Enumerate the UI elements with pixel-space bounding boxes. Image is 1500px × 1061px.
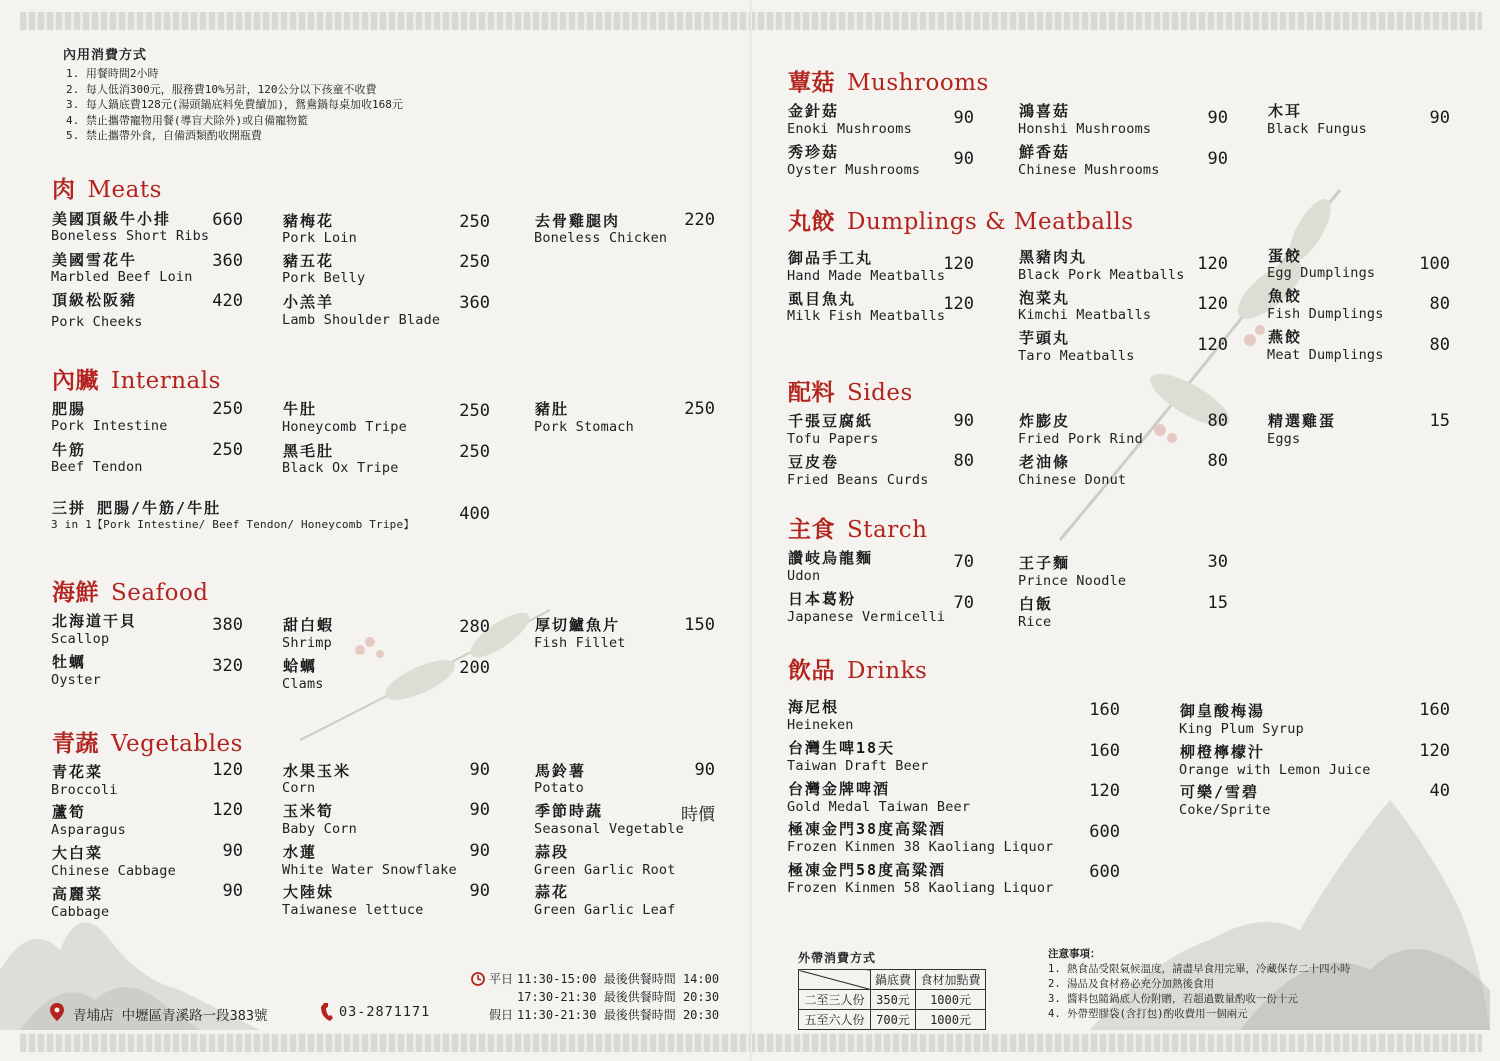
- menu-item-zh-name: 金針菇: [788, 102, 840, 120]
- table-header: 鍋底費: [871, 970, 916, 990]
- store-phone: 03-2871171: [339, 1004, 431, 1020]
- menu-item-en-name: Orange with Lemon Juice: [1179, 762, 1371, 778]
- menu-item-en-name: Broccoli: [51, 782, 118, 798]
- section-title-sides: 配料 Sides: [788, 379, 913, 406]
- menu-item-zh-name: 頂級松阪豬: [52, 291, 138, 309]
- menu-item-en-name: Frozen Kinmen 58 Kaoliang Liquor: [787, 880, 1054, 896]
- menu-item-en-name: Milk Fish Meatballs: [787, 308, 946, 324]
- location-pin-icon: [50, 1003, 64, 1021]
- menu-item-price: 120: [1419, 741, 1450, 761]
- rule-item: 5. 禁止攜帶外食，自備酒類酌收開瓶費: [66, 129, 262, 142]
- menu-item-price: 15: [1207, 593, 1228, 613]
- menu-item-en-name: Pork Belly: [282, 270, 366, 286]
- menu-item-zh-name: 北海道干貝: [52, 612, 138, 630]
- menu-item-en-name: Pork Loin: [282, 230, 357, 246]
- menu-item-en-name: Boneless Short Ribs: [51, 228, 210, 244]
- menu-item-zh-name: 蒜段: [535, 843, 570, 861]
- menu-item-en-name: Taiwanese lettuce: [282, 902, 424, 918]
- section-title-starch: 主食 Starch: [788, 516, 928, 543]
- menu-item-en-name: Udon: [787, 568, 821, 584]
- menu-item-en-name: Coke/Sprite: [1179, 802, 1271, 818]
- menu-item-price: 80: [953, 451, 974, 471]
- menu-item-zh-name: 豬肚: [535, 400, 570, 418]
- menu-item-en-name: Hand Made Meatballs: [787, 268, 946, 284]
- rule-item: 1. 用餐時間2小時: [66, 67, 159, 80]
- menu-item-en-name: Green Garlic Root: [534, 862, 676, 878]
- menu-item-price: 90: [1207, 108, 1228, 128]
- menu-item-price: 250: [684, 399, 715, 419]
- menu-item-zh-name: 極凍金門38度高粱酒: [788, 820, 947, 838]
- menu-item-price: 160: [1419, 700, 1450, 720]
- menu-item-zh-name: 老油條: [1019, 453, 1071, 471]
- menu-item-en-name: Tofu Papers: [787, 431, 879, 447]
- note-item: 2. 湯品及食材務必充分加熱後食用: [1048, 978, 1214, 990]
- menu-item-zh-name: 海尼根: [788, 698, 840, 716]
- menu-item-zh-name: 蛋餃: [1268, 247, 1303, 265]
- menu-item-en-name: Marbled Beef Loin: [51, 269, 193, 285]
- menu-item-en-name: Eggs: [1267, 431, 1301, 447]
- menu-item-en-name: Lamb Shoulder Blade: [282, 312, 441, 328]
- page-fold: [750, 0, 752, 1061]
- section-title-mushrooms: 蕈菇 Mushrooms: [788, 69, 989, 96]
- menu-item-price: 90: [469, 881, 490, 901]
- menu-item-zh-name: 三拼 肥腸/牛筋/牛肚: [52, 499, 222, 517]
- takeout-title: 外帶消費方式: [798, 951, 877, 965]
- menu-item-zh-name: 季節時蔬: [535, 802, 604, 820]
- menu-item-zh-name: 王子麵: [1019, 554, 1071, 572]
- menu-item-en-name: Meat Dumplings: [1267, 347, 1384, 363]
- menu-item-en-name: Chinese Donut: [1018, 472, 1127, 488]
- table-corner-cell: [799, 970, 871, 990]
- menu-item-price: 90: [1207, 149, 1228, 169]
- menu-item-en-name: Asparagus: [51, 822, 126, 838]
- menu-item-en-name: Pork Stomach: [534, 419, 634, 435]
- menu-item-en-name: Green Garlic Leaf: [534, 902, 676, 918]
- menu-item-price: 80: [1429, 294, 1450, 314]
- menu-item-zh-name: 青花菜: [52, 763, 104, 781]
- menu-item-price: 70: [953, 593, 974, 613]
- menu-item-price: 90: [469, 800, 490, 820]
- menu-item-en-name: Heineken: [787, 717, 854, 733]
- menu-item-en-name: Fried Pork Rind: [1018, 431, 1143, 447]
- menu-item-en-name: Taro Meatballs: [1018, 348, 1135, 364]
- menu-item-price: 160: [1089, 700, 1120, 720]
- menu-item-price: 380: [212, 615, 243, 635]
- notes-title: 注意事項：: [1048, 948, 1101, 960]
- note-item: 3. 醬料包隨鍋底人份附贈，若超過數量酌收一份十元: [1048, 993, 1298, 1005]
- menu-item-zh-name: 水蓮: [283, 843, 318, 861]
- menu-item-en-name: Shrimp: [282, 635, 332, 651]
- menu-item-price: 120: [943, 294, 974, 314]
- menu-item-en-name: 3 in 1【Pork Intestine/ Beef Tendon/ Honeycomb Tripe】: [51, 518, 415, 531]
- menu-item-price: 600: [1089, 822, 1120, 842]
- menu-item-price: 80: [1207, 411, 1228, 431]
- menu-item-en-name: Seasonal Vegetable: [534, 821, 684, 837]
- menu-item-price: 250: [459, 212, 490, 232]
- menu-item-zh-name: 御皇酸梅湯: [1180, 702, 1266, 720]
- hours-row: 平日 11:30-15:00 最後供餐時間 14:00: [489, 972, 720, 986]
- menu-item-price: 220: [684, 210, 715, 230]
- menu-item-zh-name: 御品手工丸: [788, 249, 874, 267]
- menu-item-zh-name: 炸膨皮: [1019, 412, 1071, 430]
- section-title-drinks: 飲品 Drinks: [788, 657, 928, 684]
- menu-item-price: 200: [459, 658, 490, 678]
- menu-item-price: 600: [1089, 862, 1120, 882]
- menu-item-price: 90: [694, 760, 715, 780]
- menu-item-zh-name: 馬鈴薯: [535, 762, 587, 780]
- menu-item-price: 360: [459, 293, 490, 313]
- menu-item-zh-name: 肥腸: [52, 400, 87, 418]
- takeout-price-table: [798, 969, 986, 1030]
- menu-item-en-name: Fried Beans Curds: [787, 472, 929, 488]
- rule-item: 4. 禁止攜帶寵物用餐(導盲犬除外)或自備寵物籃: [66, 113, 309, 127]
- menu-item-zh-name: 美國雪花牛: [52, 251, 138, 269]
- menu-item-price: 90: [222, 841, 243, 861]
- menu-item-en-name: Honshi Mushrooms: [1018, 121, 1152, 137]
- menu-item-zh-name: 魚餃: [1268, 287, 1303, 305]
- menu-item-price: 90: [469, 760, 490, 780]
- menu-item-en-name: Chinese Mushrooms: [1018, 162, 1160, 178]
- menu-item-price: 120: [212, 760, 243, 780]
- menu-item-price: 120: [1197, 254, 1228, 274]
- menu-item-zh-name: 蛤蠣: [283, 657, 318, 675]
- menu-item-en-name: Honeycomb Tripe: [282, 419, 407, 435]
- menu-item-zh-name: 水果玉米: [283, 762, 352, 780]
- menu-item-zh-name: 台灣金牌啤酒: [788, 780, 891, 798]
- menu-item-price: 90: [953, 411, 974, 431]
- menu-item-en-name: Gold Medal Taiwan Beer: [787, 799, 971, 815]
- menu-item-zh-name: 大陸妹: [283, 883, 335, 901]
- rule-item: 2. 每人低消300元，服務費10%另計，120公分以下孩童不收費: [66, 82, 377, 96]
- menu-item-price: 250: [459, 401, 490, 421]
- menu-item-en-name: Kimchi Meatballs: [1018, 307, 1152, 323]
- menu-item-zh-name: 柳橙檸檬汁: [1180, 743, 1266, 761]
- menu-item-price: 120: [1197, 294, 1228, 314]
- clock-icon: [471, 972, 485, 986]
- menu-item-zh-name: 大白菜: [52, 844, 104, 862]
- menu-item-zh-name: 牛筋: [52, 441, 87, 459]
- menu-item-price: 120: [943, 254, 974, 274]
- menu-item-zh-name: 讚岐烏龍麵: [788, 549, 874, 567]
- menu-item-zh-name: 白飯: [1019, 595, 1054, 613]
- menu-item-zh-name: 蘆筍: [52, 803, 87, 821]
- menu-item-en-name: Cabbage: [51, 904, 110, 920]
- menu-item-en-name: Black Pork Meatballs: [1018, 267, 1185, 283]
- menu-item-zh-name: 牡蠣: [52, 653, 87, 671]
- store-address: 青埔店 中壢區青溪路一段383號: [73, 1008, 268, 1024]
- menu-item-zh-name: 芋頭丸: [1019, 329, 1071, 347]
- section-title-seafood: 海鮮 Seafood: [52, 579, 209, 606]
- menu-item-zh-name: 牛肚: [283, 400, 318, 418]
- menu-item-en-name: Chinese Cabbage: [51, 863, 176, 879]
- menu-item-price: 40: [1429, 781, 1450, 801]
- menu-item-zh-name: 甜白蝦: [283, 616, 335, 634]
- menu-item-price: 70: [953, 552, 974, 572]
- section-title-vegetables: 青蔬 Vegetables: [52, 730, 243, 757]
- opening-hours: [489, 970, 719, 1024]
- menu-item-price: 90: [953, 108, 974, 128]
- menu-item-zh-name: 秀珍菇: [788, 143, 840, 161]
- menu-item-en-name: Taiwan Draft Beer: [787, 758, 929, 774]
- menu-item-zh-name: 鮮香菇: [1019, 143, 1071, 161]
- menu-item-en-name: Clams: [282, 676, 324, 692]
- menu-item-price: 80: [1207, 451, 1228, 471]
- menu-item-price: 90: [1429, 108, 1450, 128]
- menu-item-price: 280: [459, 617, 490, 637]
- menu-item-en-name: Fish Fillet: [534, 635, 626, 651]
- menu-item-en-name: Oyster: [51, 672, 101, 688]
- menu-item-zh-name: 蒜花: [535, 883, 570, 901]
- rules-list: [66, 66, 403, 144]
- menu-item-en-name: Oyster Mushrooms: [787, 162, 921, 178]
- menu-item-price: 120: [1089, 781, 1120, 801]
- section-title-dumplings: 丸餃 Dumplings & Meatballs: [788, 208, 1134, 235]
- menu-item-en-name: Fish Dumplings: [1267, 306, 1384, 322]
- menu-item-zh-name: 去骨雞腿肉: [535, 212, 621, 230]
- menu-item-en-name: Prince Noodle: [1018, 573, 1127, 589]
- menu-item-zh-name: 黑毛肚: [283, 442, 335, 460]
- menu-item-price: 660: [212, 210, 243, 230]
- menu-item-en-name: Frozen Kinmen 38 Kaoliang Liquor: [787, 839, 1054, 855]
- menu-item-en-name: Boneless Chicken: [534, 230, 668, 246]
- menu-item-price: 120: [212, 800, 243, 820]
- menu-item-price: 250: [212, 440, 243, 460]
- menu-item-price: 250: [459, 442, 490, 462]
- menu-item-en-name: Potato: [534, 780, 584, 796]
- table-row: 五至六人份 700元 1000元: [799, 1010, 986, 1030]
- menu-item-en-name: Rice: [1018, 614, 1052, 630]
- note-item: 4. 外帶塑膠袋(含打包)酌收費用一個兩元: [1048, 1008, 1248, 1020]
- menu-item-price: 250: [459, 252, 490, 272]
- menu-item-en-name: Beef Tendon: [51, 459, 143, 475]
- menu-item-price: 160: [1089, 741, 1120, 761]
- menu-item-zh-name: 千張豆腐紙: [788, 412, 874, 430]
- menu-item-en-name: King Plum Syrup: [1179, 721, 1304, 737]
- menu-item-en-name: Scallop: [51, 631, 110, 647]
- menu-item-zh-name: 小羔羊: [283, 293, 335, 311]
- menu-item-price: 250: [212, 399, 243, 419]
- menu-item-zh-name: 玉米筍: [283, 802, 335, 820]
- rule-item: 3. 每人鍋底費128元(湯頭鍋底料免費續加)，鴛鴦鍋每桌加收168元: [66, 98, 403, 111]
- menu-item-price: 360: [212, 251, 243, 271]
- hours-row: 17:30-21:30 最後供餐時間 20:30: [517, 990, 720, 1004]
- takeout-notes: [1048, 947, 1350, 1022]
- menu-item-price: 90: [953, 149, 974, 169]
- menu-item-zh-name: 豬梅花: [283, 212, 335, 230]
- menu-item-price: 100: [1419, 254, 1450, 274]
- menu-item-price: 30: [1207, 552, 1228, 572]
- menu-item-zh-name: 泡菜丸: [1019, 289, 1071, 307]
- menu-item-zh-name: 黑豬肉丸: [1019, 248, 1088, 266]
- phone-icon: [321, 1003, 333, 1021]
- rules-title: 內用消費方式: [63, 48, 148, 63]
- menu-item-price: 90: [469, 841, 490, 861]
- section-title-meats: 肉 Meats: [52, 176, 162, 203]
- menu-item-zh-name: 精選雞蛋: [1268, 412, 1337, 430]
- menu-item-zh-name: 台灣生啤18天: [788, 739, 896, 757]
- menu-item-price: 120: [1197, 335, 1228, 355]
- menu-item-zh-name: 豆皮卷: [788, 453, 840, 471]
- menu-item-en-name: Black Fungus: [1267, 121, 1367, 137]
- menu-item-zh-name: 虱目魚丸: [788, 290, 857, 308]
- menu-item-en-name: Black Ox Tripe: [282, 460, 399, 476]
- menu-item-en-name: Egg Dumplings: [1267, 265, 1376, 281]
- note-item: 1. 熱食品受限氣候溫度，請盡早食用完畢，冷藏保存二十四小時: [1048, 963, 1351, 975]
- menu-item-zh-name: 高麗菜: [52, 885, 104, 903]
- menu-item-zh-name: 美國頂級牛小排: [52, 210, 172, 228]
- table-row: 二至三人份 350元 1000元: [799, 990, 986, 1010]
- menu-item-en-name: Pork Cheeks: [51, 314, 143, 330]
- menu-item-zh-name: 豬五花: [283, 252, 335, 270]
- menu-item-price: 80: [1429, 335, 1450, 355]
- menu-item-zh-name: 厚切鱸魚片: [535, 616, 621, 634]
- menu-item-price: 420: [212, 291, 243, 311]
- menu-item-zh-name: 日本葛粉: [788, 590, 857, 608]
- menu-item-en-name: Corn: [282, 780, 316, 796]
- menu-item-price: 90: [222, 881, 243, 901]
- menu-item-zh-name: 可樂/雪碧: [1180, 783, 1260, 801]
- menu-item-en-name: White Water Snowflake: [282, 862, 457, 878]
- menu-item-zh-name: 木耳: [1268, 102, 1303, 120]
- menu-item-price: 時價: [681, 805, 715, 825]
- menu-item-price: 320: [212, 656, 243, 676]
- menu-item-price: 150: [684, 615, 715, 635]
- menu-item-zh-name: 極凍金門58度高粱酒: [788, 861, 947, 879]
- menu-item-price: 400: [459, 504, 490, 524]
- hours-row: 假日 11:30-21:30 最後供餐時間 20:30: [489, 1008, 720, 1022]
- menu-item-en-name: Pork Intestine: [51, 418, 168, 434]
- section-title-internals: 內臟 Internals: [52, 367, 221, 394]
- menu-item-price: 15: [1429, 411, 1450, 431]
- table-header: 食材加點費: [916, 970, 986, 990]
- menu-item-zh-name: 鴻喜菇: [1019, 102, 1071, 120]
- menu-item-zh-name: 燕餃: [1268, 328, 1303, 346]
- menu-item-en-name: Enoki Mushrooms: [787, 121, 912, 137]
- menu-item-en-name: Japanese Vermicelli: [787, 609, 946, 625]
- menu-item-en-name: Baby Corn: [282, 821, 357, 837]
